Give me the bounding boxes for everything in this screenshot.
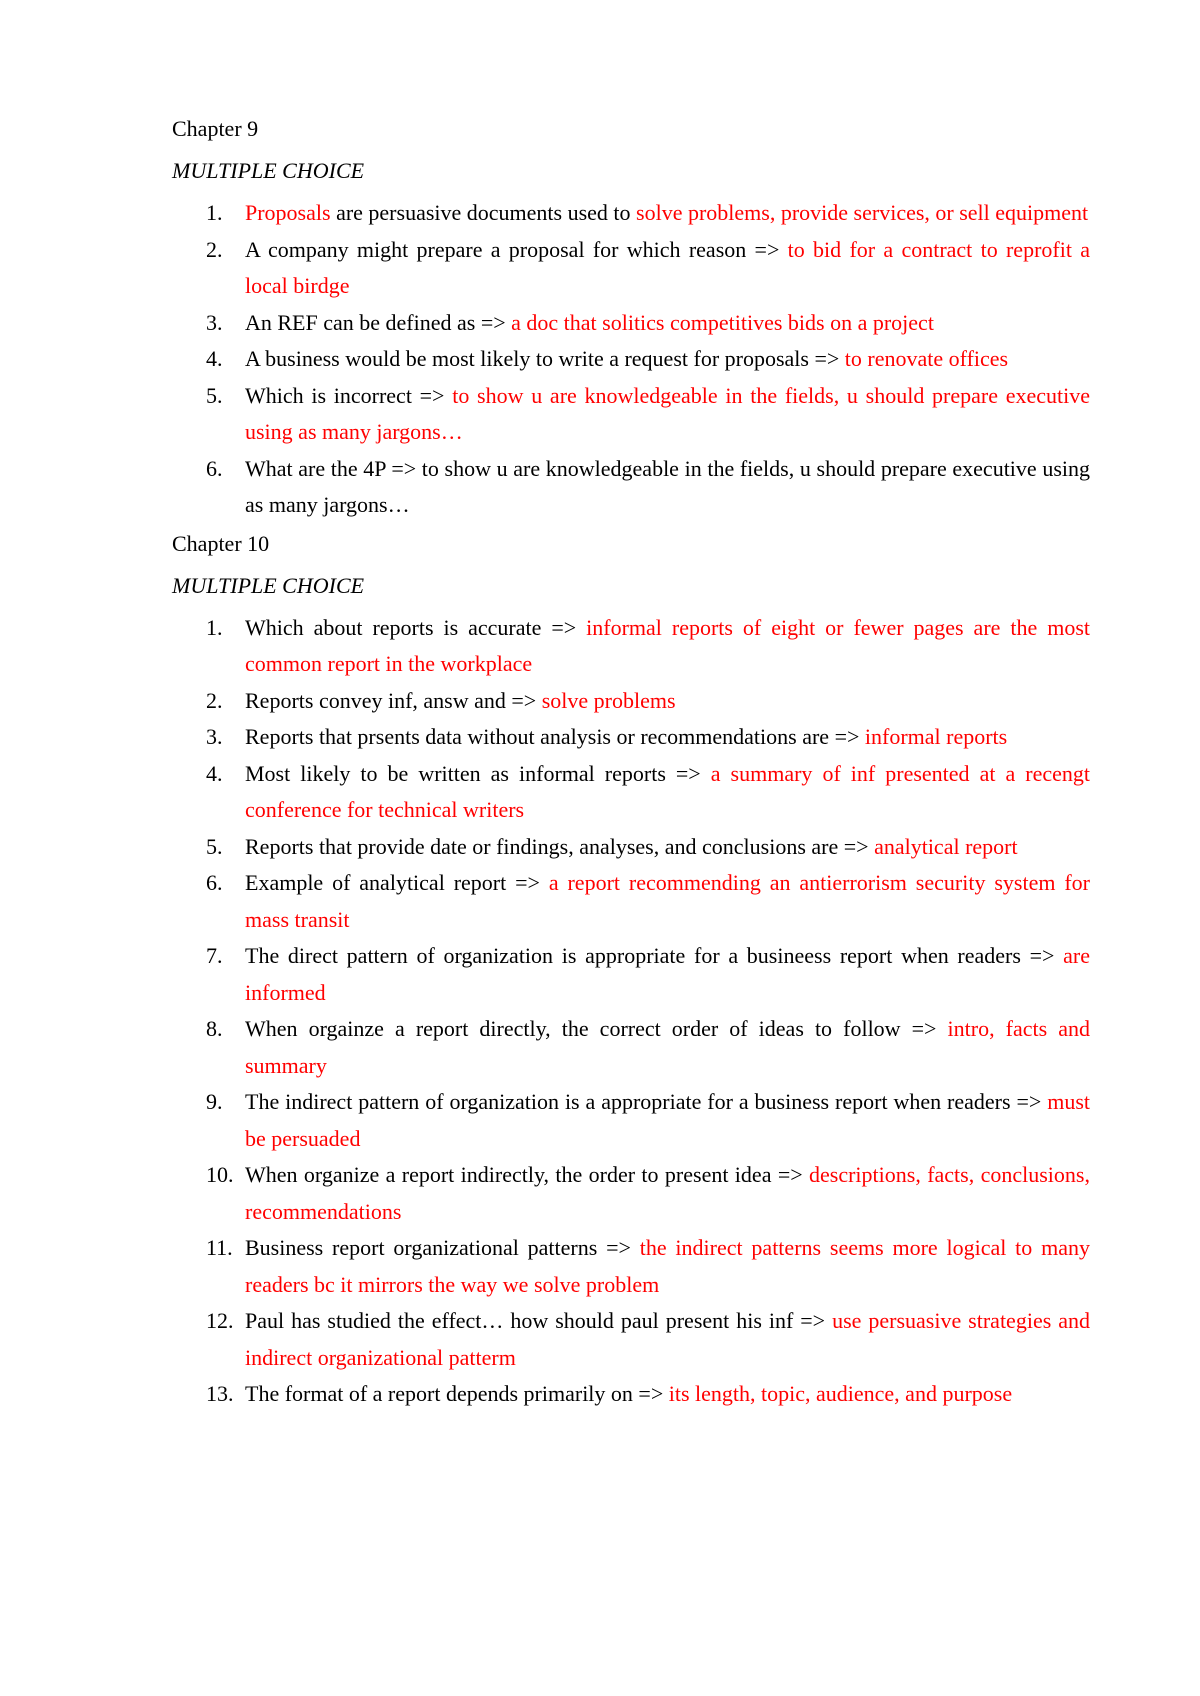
question-item (172, 341, 1090, 378)
question-text: Reports convey inf, answ and => (245, 687, 542, 713)
question-list (172, 195, 1090, 524)
question-text: Which is incorrect => (245, 382, 453, 408)
answer-text: intro, facts and summary (245, 1016, 1090, 1078)
answer-text: a report recommending an antierrorism security system for mass transit (245, 870, 1090, 932)
question-number: 2. (206, 236, 223, 262)
answer-text: must be persuaded (245, 1089, 1090, 1151)
question-item (172, 719, 1090, 756)
question-item (172, 378, 1090, 451)
question-item (172, 1157, 1090, 1230)
question-number: 11. (206, 1235, 233, 1260)
question-number: 5. (206, 833, 223, 859)
question-text: When orgainze a report directly, the correct order of ideas to follow => (245, 1016, 948, 1041)
question-number: 7. (206, 943, 223, 968)
question-text: What are the 4P => to show u are knowledgeable in the fields, u should prepare executive using as many jargons… (245, 455, 1090, 517)
answer-text: solve problems, provide services, or sell equipment (636, 200, 1089, 225)
answer-text: informal reports (864, 724, 1008, 749)
answer-text: analytical report (874, 833, 1018, 859)
answer-text: solve problems (541, 687, 676, 713)
question-item (172, 1011, 1090, 1084)
question-item (172, 305, 1090, 342)
question-text: An REF can be defined as => (245, 309, 512, 335)
question-number: 10. (206, 1162, 234, 1187)
question-number: 1. (206, 200, 223, 225)
chapter-title: Chapter 10 (172, 530, 270, 556)
question-number: 2. (206, 687, 223, 713)
question-item (172, 683, 1090, 720)
question-list (172, 610, 1090, 1413)
answer-text: to show u are knowledgeable in the fields, u should prepare executive using as many jargons… (245, 382, 1091, 444)
question-text: A business would be most likely to write a request for proposals => (245, 346, 845, 371)
section-subtitle: MULTIPLE CHOICE (172, 158, 365, 183)
question-item (172, 829, 1090, 866)
question-text: The format of a report depends primarily on => (245, 1381, 669, 1406)
question-number: 5. (206, 382, 223, 408)
question-number: 9. (206, 1089, 223, 1114)
question-text: Which about reports is accurate => (245, 614, 587, 640)
question-item (172, 1376, 1090, 1413)
question-number: 3. (206, 724, 223, 749)
question-number: 8. (206, 1016, 223, 1041)
question-item (172, 1303, 1090, 1376)
answer-text: a doc that solitics competitives bids on a project (511, 309, 934, 335)
answer-text: the indirect patterns seems more logical to many readers bc it mirrors the way we solve problem (245, 1235, 1090, 1297)
question-number: 3. (206, 309, 223, 335)
question-text: Most likely to be written as informal reports => (245, 760, 711, 786)
question-text: Paul has studied the effect… how should paul present his inf => (245, 1308, 833, 1333)
answer-text: informal reports of eight or fewer pages are the most common report in the workplace (245, 614, 1091, 676)
question-item (172, 865, 1090, 938)
question-text: Business report organizational patterns => (245, 1235, 640, 1260)
answer-text: Proposals (245, 200, 331, 225)
chapter-10-section (172, 530, 1090, 1413)
question-text: When organize a report indirectly, the order to present idea => (245, 1162, 810, 1187)
answer-text: use persuasive strategies and indirect organizational patterm (245, 1308, 1090, 1370)
answer-text: a summary of inf presented at a recengt conference for technical writers (245, 760, 1091, 822)
answer-text: to renovate offices (844, 346, 1009, 371)
chapter-title: Chapter 9 (172, 116, 259, 141)
question-text: are persuasive documents used to (330, 200, 637, 225)
question-number: 6. (206, 870, 223, 895)
question-item (172, 1230, 1090, 1303)
answer-text: its length, topic, audience, and purpose (668, 1381, 1013, 1406)
question-item (172, 1084, 1090, 1157)
question-item (172, 938, 1090, 1011)
question-text: The direct pattern of organization is appropriate for a busineess report when readers => (245, 943, 1064, 968)
chapter-9-section (172, 115, 1090, 524)
question-number: 6. (206, 455, 223, 481)
question-item (172, 756, 1090, 829)
question-text: The indirect pattern of organization is a appropriate for a business report when readers => (245, 1089, 1048, 1114)
question-text: Reports that prsents data without analysis or recommendations are => (245, 724, 865, 749)
answer-text: descriptions, facts, conclusions, recommendations (245, 1162, 1090, 1224)
question-item (172, 451, 1090, 524)
question-text: Example of analytical report => (245, 870, 549, 895)
question-number: 4. (206, 760, 223, 786)
question-item (172, 610, 1090, 683)
question-item (172, 232, 1090, 305)
question-number: 12. (206, 1308, 234, 1333)
answer-text: are informed (245, 943, 1090, 1005)
question-number: 1. (206, 614, 223, 640)
question-text: A company might prepare a proposal for which reason => (245, 236, 788, 262)
section-subtitle: MULTIPLE CHOICE (172, 572, 365, 598)
question-number: 13. (206, 1381, 234, 1406)
question-item (172, 195, 1090, 232)
answer-text: to bid for a contract to reprofit a local birdge (245, 236, 1090, 298)
question-text: Reports that provide date or findings, analyses, and conclusions are => (245, 833, 875, 859)
question-number: 4. (206, 346, 223, 371)
